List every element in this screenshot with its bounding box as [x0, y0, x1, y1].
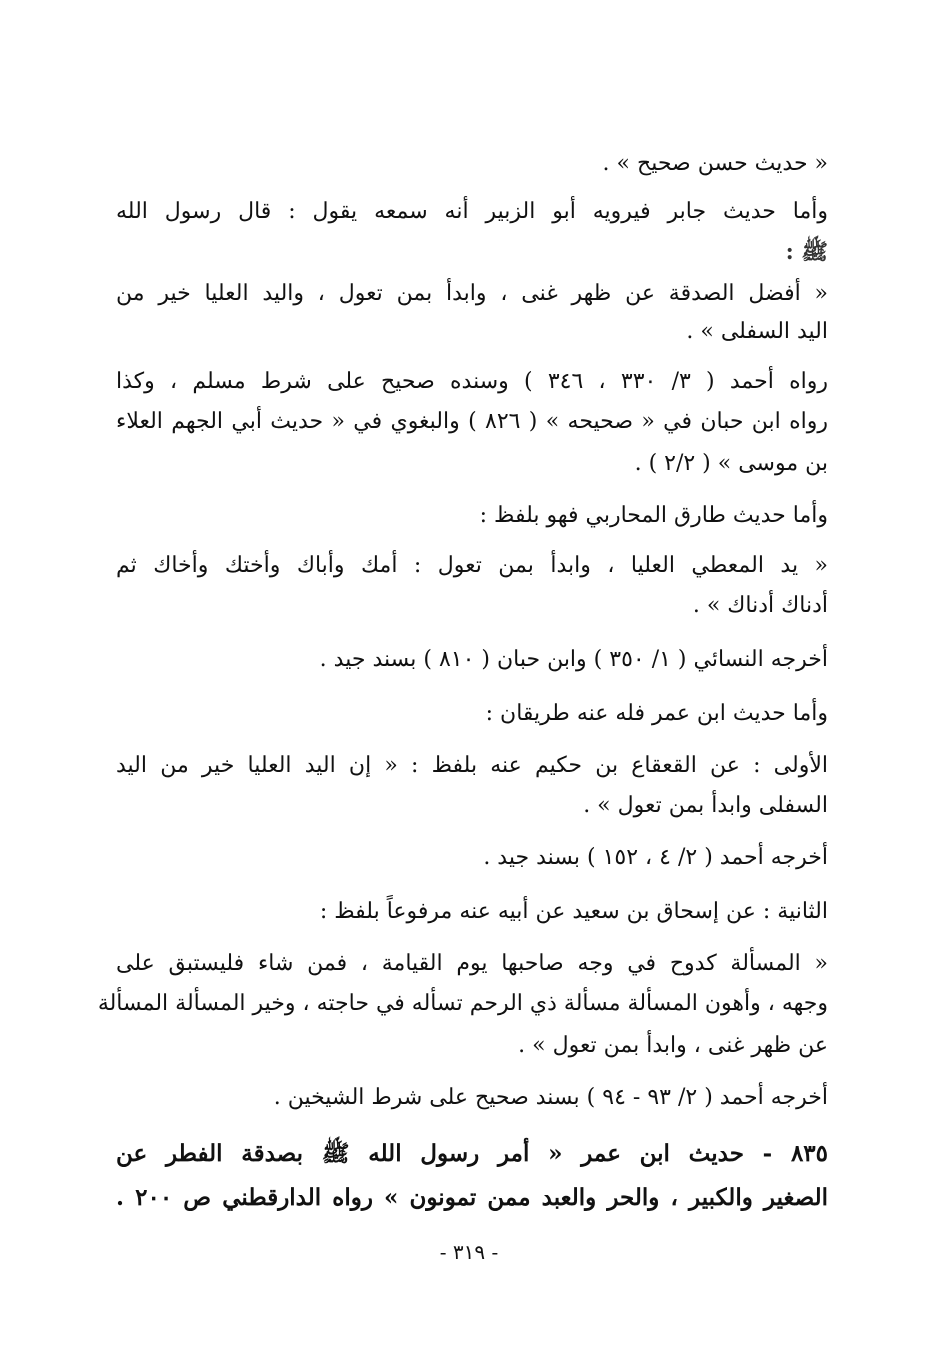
page-number: - ٣١٩ -: [439, 1240, 499, 1264]
text-line: رواه أحمد ( ٣/ ٣٣٠ ، ٣٤٦ ) وسنده صحيح على شرط مسلم ، وكذا: [116, 369, 828, 394]
text-line: « يد المعطي العليا ، وابدأ بمن تعول : أمك وأباك وأختك وأخاك ثم: [116, 553, 828, 578]
text-line: « حديث حسن صحيح » .: [602, 151, 828, 176]
text-line: الثانية : عن إسحاق بن سعيد عن أبيه عنه مرفوعاً بلفظ :: [319, 899, 828, 924]
text-line: أدناك أدناك » .: [692, 593, 828, 618]
hadith-heading-line: ٨٣٥ - حديث ابن عمر « أمر رسول الله ﷺ بصدقة الفطر عن: [116, 1140, 828, 1167]
salutation-line: ﷺ :: [785, 239, 828, 265]
text-line: عن ظهر غنى ، وابدأ بمن تعول » .: [518, 1033, 828, 1058]
text-line: أخرجه أحمد ( ٢/ ٩٣ - ٩٤ ) بسند صحيح على شرط الشيخين .: [273, 1085, 828, 1110]
text-line: الأولى : عن القعقاع بن حكيم عنه بلفظ : « إن اليد العليا خير من اليد: [116, 753, 828, 778]
text-line: اليد السفلى » .: [686, 319, 828, 344]
text-line: وجهه ، وأهون المسألة مسألة ذي الرحم تسأله في حاجته ، وخير المسألة المسألة: [97, 991, 828, 1016]
text-line: « المسألة كدوح في وجه صاحبها يوم القيامة ، فمن شاء فليستبق على: [116, 951, 828, 976]
text-line: رواه ابن حبان في « صحيحه » ( ٨٢٦ ) والبغوي في « حديث أبي الجهم العلاء: [116, 409, 828, 434]
text-line: وأما حديث ابن عمر فله عنه طريقان :: [485, 701, 828, 726]
text-line: السفلى وابدأ بمن تعول » .: [583, 793, 828, 818]
text-line: أخرجه النسائي ( ١/ ٣٥٠ ) وابن حبان ( ٨١٠ ) بسند جيد .: [319, 647, 828, 672]
hadith-heading-line: الصغير والكبير ، والحر والعبد ممن تمونون » رواه الدارقطني ص ٢٠٠ .: [116, 1184, 828, 1211]
text-line: أخرجه أحمد ( ٢/ ٤ ، ١٥٢ ) بسند جيد .: [483, 845, 828, 870]
text-line: وأما حديث جابر فيرويه أبو الزبير أنه سمعه يقول : قال رسول الله: [116, 199, 828, 224]
text-line: وأما حديث طارق المحاربي فهو بلفظ :: [479, 503, 828, 528]
text-line: بن موسى » ( ٢/٢ ) .: [634, 451, 828, 476]
text-line: « أفضل الصدقة عن ظهر غنى ، وابدأ بمن تعول ، واليد العليا خير من: [116, 281, 828, 306]
